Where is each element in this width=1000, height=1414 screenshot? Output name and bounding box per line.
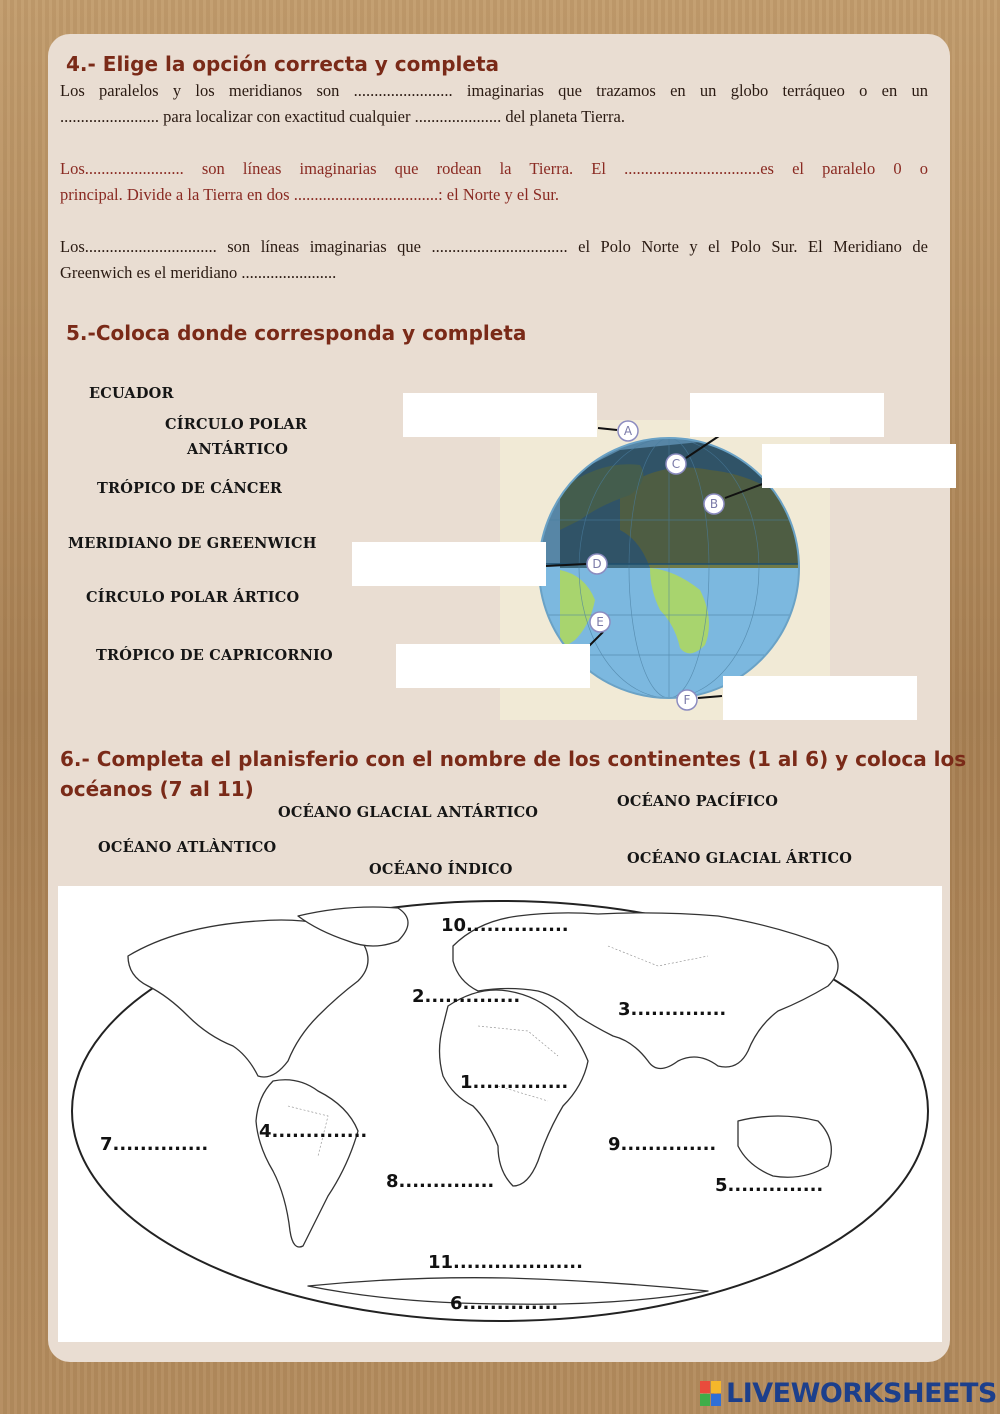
para2-line1: Los........................ son líneas imaginarias que rodean la Tierra. El .................................es el paralelo 0 o — [60, 159, 928, 178]
para2-line2: principal. Divide a la Tierra en dos ...................................: el Norte y el Sur. — [60, 185, 560, 204]
word-antartico[interactable]: ANTÁRTICO — [187, 441, 289, 458]
globe-marker-a: A — [623, 424, 633, 438]
ocean-atlantico[interactable]: OCÉANO ATLÀNTICO — [98, 839, 277, 856]
section4-paragraph-1 — [60, 78, 928, 130]
map-label-3[interactable]: 3.............. — [618, 999, 727, 1020]
globe-marker-f: F — [683, 693, 691, 707]
section6-title-line2: océanos (7 al 11) — [60, 777, 254, 801]
para3-line2: Greenwich es el meridiano ....................... — [60, 263, 337, 282]
word-circulo-polar[interactable]: CÍRCULO POLAR — [165, 416, 308, 433]
section4-paragraph-2 — [60, 156, 928, 208]
map-label-6[interactable]: 6.............. — [450, 1293, 559, 1314]
ocean-glacial-artico[interactable]: OCÉANO GLACIAL ÁRTICO — [627, 850, 853, 867]
map-label-2[interactable]: 2.............. — [412, 986, 521, 1007]
globe-marker-c: C — [671, 457, 681, 471]
word-ecuador[interactable]: ECUADOR — [89, 385, 174, 402]
map-label-10[interactable]: 10............... — [441, 915, 569, 936]
answer-box-b[interactable] — [762, 444, 956, 488]
world-map-outline — [58, 886, 942, 1342]
liveworksheets-logo[interactable] — [700, 1378, 997, 1409]
para1-line1: Los paralelos y los meridianos son ........................ imaginarias que trazamos en un globo terráqueo o en un — [60, 81, 928, 100]
answer-box-c[interactable] — [690, 393, 884, 437]
map-label-5[interactable]: 5.............. — [715, 1175, 824, 1196]
liveworksheets-logo-icon — [700, 1381, 722, 1407]
map-label-1[interactable]: 1.............. — [460, 1072, 569, 1093]
answer-box-f[interactable] — [723, 676, 917, 720]
answer-box-a[interactable] — [403, 393, 597, 437]
map-label-9[interactable]: 9.............. — [608, 1134, 717, 1155]
globe-marker-e: E — [596, 615, 604, 629]
ocean-indico[interactable]: OCÉANO ÍNDICO — [369, 861, 513, 878]
para1-line2: ........................ para localizar con exactitud cualquier ..................... del planeta Tierra. — [60, 107, 625, 126]
world-map-panel — [58, 886, 942, 1342]
section5-title: 5.-Coloca donde corresponda y completa — [66, 321, 527, 345]
liveworksheets-logo-text: LIVEWORKSHEETS — [726, 1378, 997, 1409]
map-label-8[interactable]: 8.............. — [386, 1171, 495, 1192]
word-tropico-capricornio[interactable]: TRÓPICO DE CAPRICORNIO — [96, 647, 333, 664]
word-circulo-polar-artico[interactable]: CÍRCULO POLAR ÁRTICO — [86, 589, 300, 606]
map-label-11[interactable]: 11................... — [428, 1252, 583, 1273]
para3-line1: Los................................ son líneas imaginarias que ................................. el Polo Norte y el Polo Sur. El Meridiano de — [60, 237, 928, 256]
ocean-pacifico[interactable]: OCÉANO PACÍFICO — [617, 793, 779, 810]
answer-box-d[interactable] — [352, 542, 546, 586]
word-tropico-cancer[interactable]: TRÓPICO DE CÁNCER — [97, 480, 283, 497]
answer-box-e[interactable] — [396, 644, 590, 688]
section6-title-line1: 6.- Completa el planisferio con el nombre de los continentes (1 al 6) y coloca los — [60, 747, 967, 771]
map-label-4[interactable]: 4.............. — [259, 1121, 368, 1142]
globe-marker-d: D — [592, 557, 602, 571]
section4-paragraph-3 — [60, 234, 928, 286]
ocean-glacial-antartico[interactable]: OCÉANO GLACIAL ANTÁRTICO — [278, 804, 539, 821]
word-meridiano-greenwich[interactable]: MERIDIANO DE GREENWICH — [68, 535, 317, 552]
map-label-7[interactable]: 7.............. — [100, 1134, 209, 1155]
globe-marker-b: B — [709, 497, 719, 511]
section4-title: 4.- Elige la opción correcta y completa — [66, 52, 500, 76]
